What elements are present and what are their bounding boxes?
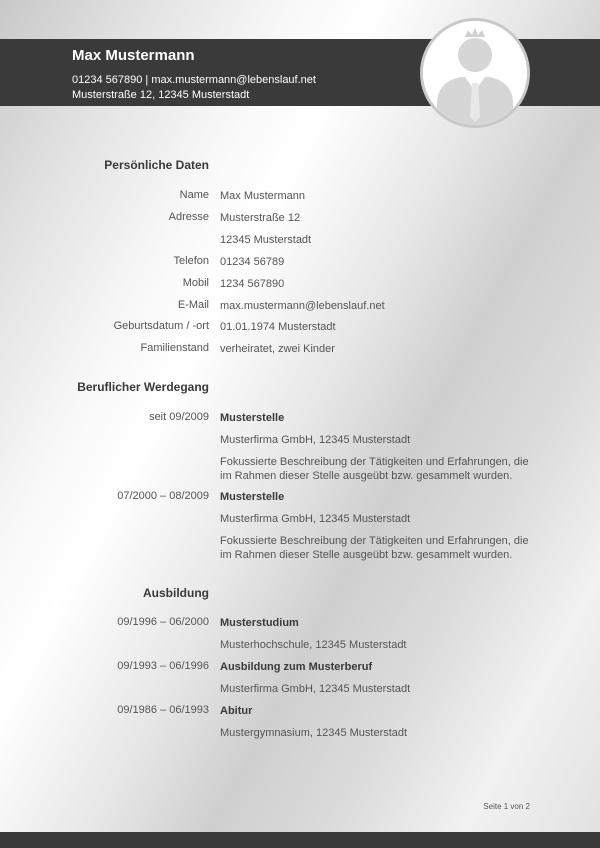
personal-label: Mobil	[182, 277, 209, 289]
career-position: Musterstelle	[220, 491, 285, 503]
career-position: Musterstelle	[220, 412, 285, 424]
education-degree: Musterstudium	[220, 617, 299, 629]
education-period: 09/1993 – 06/1996	[117, 660, 209, 672]
personal-label: Telefon	[173, 255, 209, 267]
education-degree: Ausbildung zum Musterberuf	[220, 661, 373, 673]
personal-label: Adresse	[168, 211, 209, 223]
education-institution: Musterfirma GmbH, 12345 Musterstadt	[220, 683, 411, 695]
career-period: 07/2000 – 08/2009	[117, 490, 209, 502]
profile-photo	[420, 18, 530, 128]
header-contact-line: 01234 567890 | max.mustermann@lebenslauf.net	[72, 74, 316, 86]
personal-value: 12345 Musterstadt	[220, 234, 312, 246]
career-company: Musterfirma GmbH, 12345 Musterstadt	[220, 434, 411, 446]
education-degree: Abitur	[220, 705, 253, 717]
career-description-line: Fokussierte Beschreibung der Tätigkeiten und Erfahrungen, die	[220, 456, 529, 468]
section-title-education: Ausbildung	[143, 586, 209, 600]
personal-label: E-Mail	[177, 299, 209, 311]
footer-bar	[0, 832, 600, 848]
personal-value: max.mustermann@lebenslauf.net	[220, 300, 385, 312]
personal-value: verheiratet, zwei Kinder	[220, 343, 335, 355]
career-description-line: im Rahmen dieser Stelle ausgeübt bzw. gesammelt wurden.	[220, 470, 513, 482]
header-name: Max Mustermann	[72, 47, 195, 64]
personal-value: 01234 56789	[220, 256, 285, 268]
person-avatar-icon	[423, 21, 527, 125]
career-company: Musterfirma GmbH, 12345 Musterstadt	[220, 513, 411, 525]
career-description-line: Fokussierte Beschreibung der Tätigkeiten und Erfahrungen, die	[220, 535, 529, 547]
personal-value: Max Mustermann	[220, 190, 305, 202]
education-period: 09/1996 – 06/2000	[117, 616, 209, 628]
section-title-career: Beruflicher Werdegang	[77, 380, 209, 394]
personal-label: Geburtsdatum / -ort	[113, 320, 209, 332]
personal-label: Familienstand	[140, 342, 209, 354]
education-period: 09/1986 – 06/1993	[117, 704, 209, 716]
career-period: seit 09/2009	[149, 411, 209, 423]
personal-value: 01.01.1974 Musterstadt	[220, 321, 336, 333]
education-institution: Mustergymnasium, 12345 Musterstadt	[220, 727, 408, 739]
personal-value: Musterstraße 12	[220, 212, 301, 224]
personal-value: 1234 567890	[220, 278, 285, 290]
career-description-line: im Rahmen dieser Stelle ausgeübt bzw. gesammelt wurden.	[220, 549, 513, 561]
section-title-personal: Persönliche Daten	[104, 158, 209, 172]
personal-label: Name	[179, 189, 209, 201]
education-institution: Musterhochschule, 12345 Musterstadt	[220, 639, 407, 651]
page-number: Seite 1 von 2	[483, 802, 530, 811]
header-address-line: Musterstraße 12, 12345 Musterstadt	[72, 89, 250, 101]
